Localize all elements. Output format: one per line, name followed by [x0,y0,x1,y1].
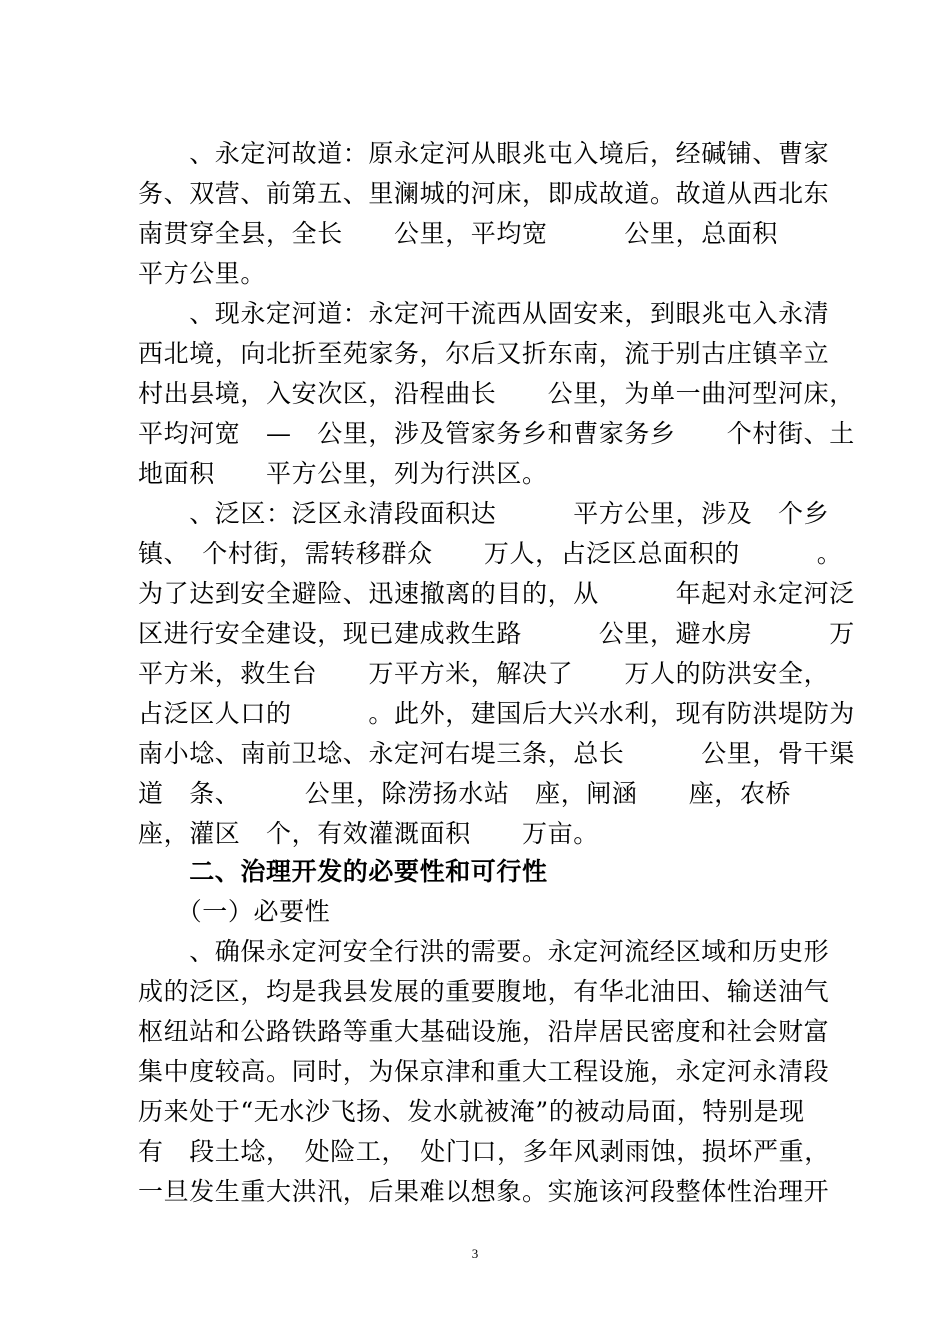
text-line: 占泛区人口的 。此外，建国后大兴水利，现有防洪堤防为 [138,699,855,728]
text-line: 一旦发生重大洪汛，后果难以想象。实施该河段整体性治理开 [138,1177,830,1206]
text-line: 成的泛区，均是我县发展的重要腹地，有华北油田、输送油气 [138,977,830,1006]
subsection-heading: （一）必要性 [138,897,331,926]
text-line: 为了达到安全避险、迅速撤离的目的，从 年起对永定河泛 [138,579,855,608]
text-line: 有 段土埝， 处险工， 处门口，多年风剥雨蚀，损坏严重， [138,1137,830,1166]
text-line: 、确保永定河安全行洪的需要。永定河流经区域和历史形 [138,937,830,966]
text-line: 集中度较高。同时，为保京津和重大工程设施，永定河永清段 [138,1057,830,1086]
text-line: 平方米，救生台 万平方米，解决了 万人的防洪安全， [138,659,830,688]
text-line: 务、双营、前第五、里澜城的河床，即成故道。故道从西北东 [138,179,830,208]
text-line: 、现永定河道：永定河干流西从固安来，到眼兆屯入永清 [138,299,830,328]
text-line: 村出县境，入安次区，沿程曲长 公里，为单一曲河型河床， [138,379,855,408]
text-line: 平方公里。 [138,259,267,288]
text-line: 西北境，向北折至苑家务，尔后又折东南，流于别古庄镇辛立 [138,339,830,368]
text-line: 区进行安全建设，现已建成救生路 公里，避水房 万 [138,619,855,648]
text-line: 南贯穿全县，全长 公里，平均宽 公里，总面积 [138,219,779,248]
page-number: 3 [471,1246,479,1261]
text-line: 道 条、 公里，除涝扬水站 座，闸涵 座，农桥 [138,779,792,808]
text-line: 平均河宽 — 公里，涉及管家务乡和曹家务乡 个村街、土 [138,419,855,448]
text-line: 枢纽站和公路铁路等重大基础设施，沿岸居民密度和社会财富 [138,1017,830,1046]
text-line: 座，灌区 个，有效灌溉面积 万亩。 [138,819,599,848]
text-line: 历来处于“无水沙飞扬、发水就被淹”的被动局面，特别是现 [138,1097,805,1126]
text-line: 南小埝、南前卫埝、永定河右堤三条，总长 公里，骨干渠 [138,739,855,768]
text-line: 、永定河故道：原永定河从眼兆屯入境后，经碱铺、曹家 [138,139,830,168]
text-line: 镇、 个村街，需转移群众 万人，占泛区总面积的 。 [138,539,843,568]
section-heading: 二、治理开发的必要性和可行性 [138,857,548,886]
text-line: 地面积 平方公里，列为行洪区。 [138,459,548,488]
text-line: 、泛区：泛区永清段面积达 平方公里，涉及 个乡 [138,499,830,528]
